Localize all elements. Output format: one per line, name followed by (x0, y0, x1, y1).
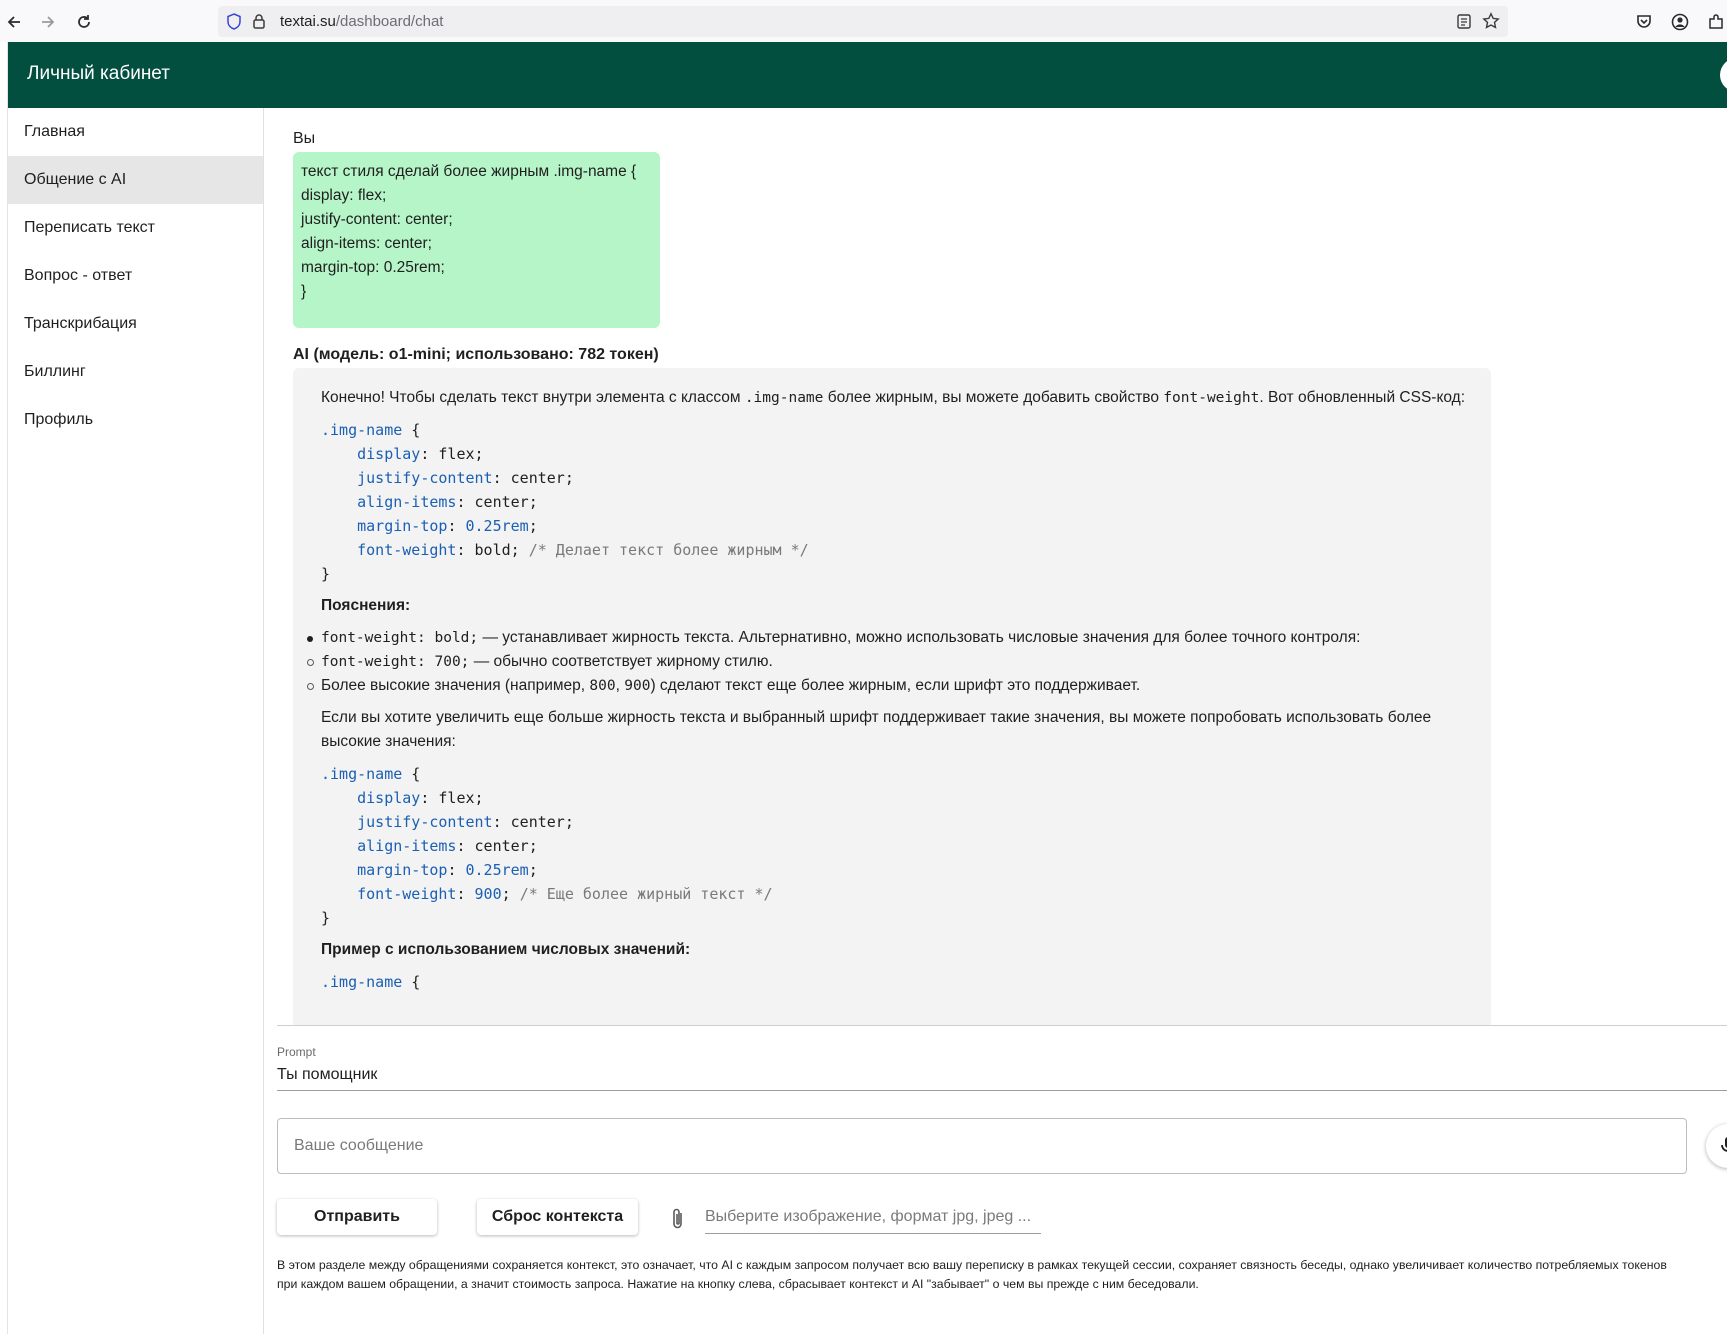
extensions-icon[interactable] (1702, 8, 1727, 36)
microphone-icon (1719, 1135, 1727, 1157)
sidebar-item-transcription[interactable]: Транскрибация (24, 315, 137, 332)
lock-icon[interactable] (252, 13, 266, 35)
sidebar-item-home[interactable]: Главная (24, 123, 85, 140)
user-message-line: align-items: center; (301, 235, 432, 252)
sidebar-item-profile[interactable]: Профиль (24, 411, 94, 428)
send-button[interactable]: Отправить (277, 1199, 437, 1235)
message-input[interactable] (277, 1118, 1687, 1174)
shield-icon[interactable] (226, 13, 242, 35)
back-icon[interactable] (0, 8, 28, 36)
list-item: Более высокие значения (например, 800, 900) сделают текст еще более жирным, если шрифт это поддерживает. (321, 674, 1471, 698)
ai-paragraph: Если вы хотите увеличить еще больше жирность текста и выбранный шрифт поддерживает такие значения, вы можете попробовать использовать более высокие значения: (321, 709, 1432, 750)
context-info-line: при каждом вашем обращении, а значит стоимость запроса. Нажатие на кнопку слева, сбрасывает контекст и AI "забывает" о чем вы прежде с ним беседовали. (277, 1277, 1199, 1291)
forward-icon[interactable] (34, 8, 62, 36)
user-message-line: } (301, 283, 307, 300)
example-heading: Пример с использованием числовых значений: (321, 941, 691, 958)
sidebar-item-rewrite[interactable]: Переписать текст (24, 219, 156, 236)
chat-divider (277, 1025, 1727, 1026)
browser-toolbar (0, 0, 1727, 42)
url-bar[interactable] (218, 6, 1508, 37)
user-message-line: display: flex; (301, 187, 387, 204)
context-info-note (277, 1256, 1727, 1294)
context-info-line: В этом разделе между обращениями сохраняется контекст, это означает, что AI с каждым запросом получает всю вашу переписку в рамках текущей сессии, сохраняет связность беседы, однако увеличивает количество потребляемых токенов (277, 1258, 1667, 1272)
app-header (8, 42, 1727, 108)
explain-heading: Пояснения: (321, 597, 411, 614)
paperclip-icon[interactable] (668, 1206, 688, 1232)
prompt-label: Prompt (277, 1045, 316, 1059)
code-block-1: .img-name { display: flex; justify-content: center; align-items: center; margin-top: 0.25rem; font-weight: bold; /* Делает текст более жирным */ } (321, 421, 809, 583)
reload-icon[interactable] (70, 8, 98, 36)
app-title: Личный кабинет (27, 63, 170, 84)
bookmark-star-icon[interactable] (1482, 12, 1500, 35)
microphone-button[interactable] (1706, 1124, 1727, 1168)
list-item: font-weight: bold; — устанавливает жирность текста. Альтернативно, можно использовать числовые значения для более точного контроля: (321, 626, 1471, 650)
ai-intro: Конечно! Чтобы сделать текст внутри элемента с классом .img-name более жирным, вы можете добавить свойство font-weight. Вот обновленный CSS-код: (321, 389, 1466, 406)
sidebar (8, 108, 264, 1334)
code-block-2: .img-name { display: flex; justify-content: center; align-items: center; margin-top: 0.25rem; font-weight: 900; /* Еще более жирный текст */ } (321, 765, 773, 927)
prompt-underline (277, 1090, 1727, 1091)
user-avatar[interactable] (1720, 58, 1727, 92)
list-item: font-weight: 700; — обычно соответствует жирному стилю. (321, 650, 1471, 674)
reader-view-icon[interactable] (1456, 13, 1472, 35)
user-message-line: justify-content: center; (301, 211, 453, 228)
image-file-input[interactable]: Выберите изображение, формат jpg, jpeg ... (705, 1208, 1041, 1234)
user-message-line: margin-top: 0.25rem; (301, 259, 445, 276)
user-message-line: текст стиля сделай более жирным .img-name { (301, 163, 637, 180)
sidebar-item-qa[interactable]: Вопрос - ответ (24, 267, 133, 284)
code-block-3: .img-name { (321, 973, 421, 991)
chat-history[interactable] (277, 108, 1727, 1026)
user-sender-label: Вы (293, 130, 316, 147)
reset-context-button[interactable]: Сброс контекста (477, 1199, 638, 1235)
pocket-icon[interactable] (1630, 8, 1658, 36)
sidebar-item-billing[interactable]: Биллинг (24, 363, 86, 380)
account-icon[interactable] (1666, 8, 1694, 36)
prompt-input[interactable]: Ты помощник (277, 1066, 378, 1083)
ai-message (293, 368, 1491, 1026)
url-text[interactable]: textai.su/dashboard/chat (280, 13, 444, 30)
user-message (293, 152, 660, 328)
ai-sender-label: AI (модель: o1-mini; использовано: 782 токен) (293, 346, 659, 363)
sidebar-item-ai-chat[interactable]: Общение с AI (8, 156, 263, 204)
